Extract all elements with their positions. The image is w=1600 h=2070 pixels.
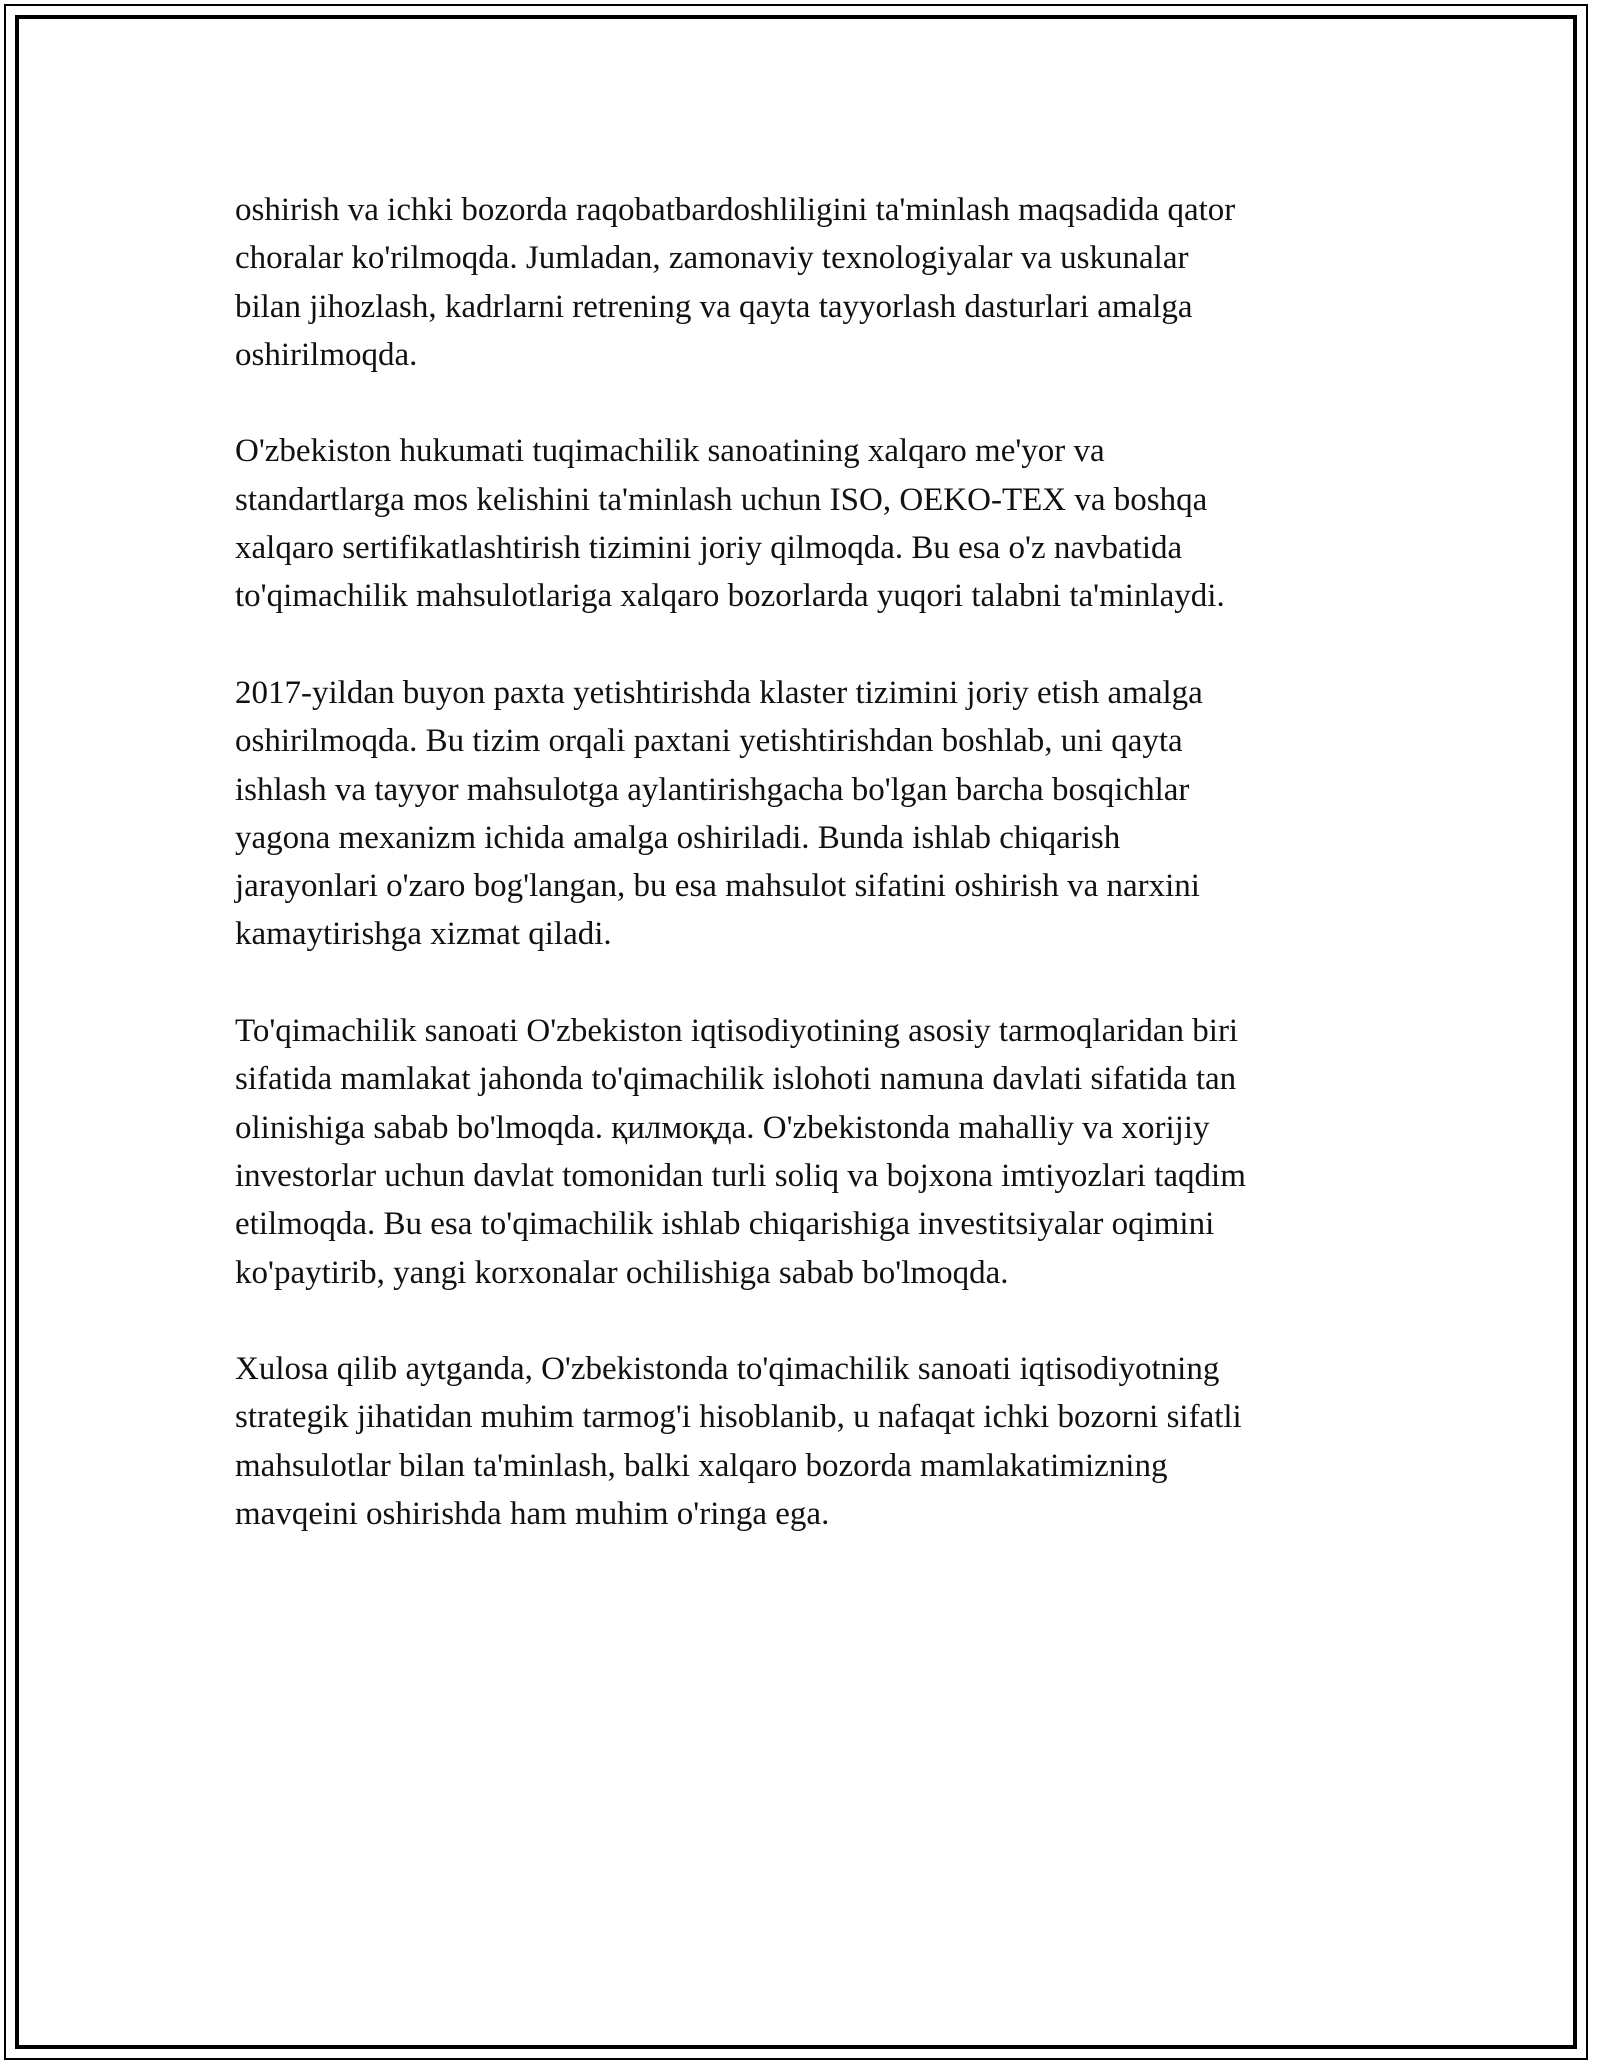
paragraph-3: 2017-yildan buyon paxta yetishtirishda klaster tizimini joriy etish amalga oshirilmoqda. Bu tizim orqali paxtani yetishtirishdan boshlab, uni qayta ishlash va tayyor mahsulotga aylantirishgacha bo'lgan barcha bosqichlar yagona mexanizm ichida amalga oshiriladi. Bunda ishlab chiqarish jarayonlari o'zaro bog'langan, bu esa mahsulot sifatini oshirish va narxini kamaytirishga xizmat qiladi.: [235, 674, 1203, 953]
paragraph-1: oshirish va ichki bozorda raqobatbardoshliligini ta'minlash maqsadida qator choralar ko'rilmoqda. Jumladan, zamonaviy texnologiyalar va uskunalar bilan jihozlash, kadrlarni retrening va qayta tayyorlash dasturlari amalga oshirilmoqda.: [235, 192, 1236, 373]
paragraph-4: To'qimachilik sanoati O'zbekiston iqtisodiyotining asosiy tarmoqlaridan biri sifatida mamlakat jahonda to'qimachilik islohoti namuna davlati sifatida tan olinishiga sabab bo'lmoqda. қилмоқда. O'zbekistonda mahalliy va xorijiy investorlar uchun davlat tomonidan turli soliq va bojxona imtiyozlari taqdim etilmoqda. Bu esa to'qimachilik ishlab chiqarishiga investitsiyalar oqimini ko'paytirib, yangi korxonalar ochilishiga sabab bo'lmoqda.: [235, 1013, 1246, 1291]
document-body: [235, 186, 1375, 1587]
paragraph-5: Xulosa qilib aytganda, O'zbekistonda to'qimachilik sanoati iqtisodiyotning strategik jihatidan muhim tarmog'i hisoblanib, u nafaqat ichki bozorni sifatli mahsulotlar bilan ta'minlash, balki xalqaro bozorda mamlakatimizning mavqeini oshirishda ham muhim o'ringa ega.: [235, 1351, 1242, 1533]
paragraph-2: O'zbekiston hukumati tuqimachilik sanoatining xalqaro me'yor va standartlarga mos kelishini ta'minlash uchun ISO, OEKO-TEX va boshqa xalqaro sertifikatlashtirish tizimini joriy qilmoqda. Bu esa o'z navbatida to'qimachilik mahsulotlariga xalqaro bozorlarda yuqori talabni ta'minlaydi.: [235, 433, 1225, 615]
